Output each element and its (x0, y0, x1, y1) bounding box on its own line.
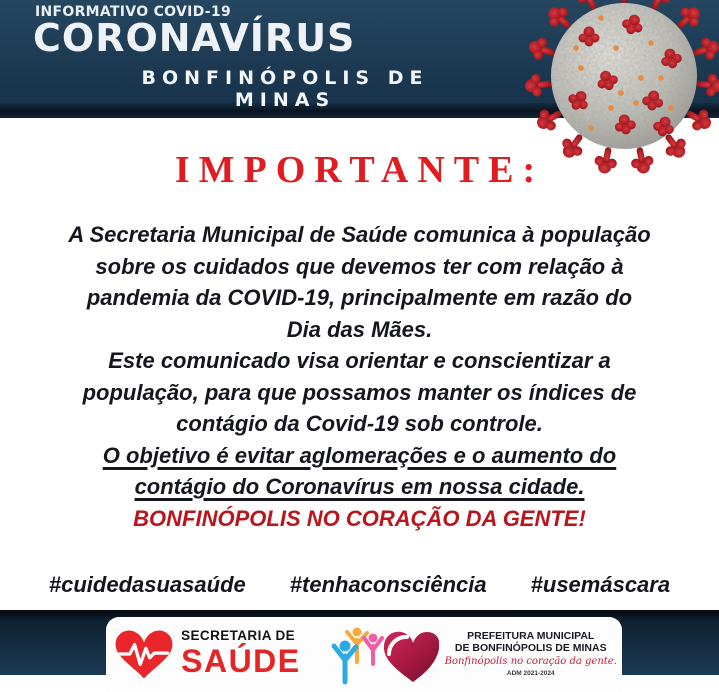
health-secretariat-line2: SAÚDE (181, 642, 301, 679)
people-figures-icon (334, 628, 382, 683)
banner-subtitle: BONFINÓPOLIS DE MINAS (141, 67, 429, 111)
footer-logos-card (106, 617, 622, 692)
banner-title: CORONAVÍRUS (33, 16, 356, 60)
slogan-highlight: BONFINÓPOLIS NO CORAÇÃO DA GENTE! (133, 505, 586, 531)
hashtag-cuide-da-sua-saude: #cuidedasuasaúde (48, 572, 246, 597)
paragraph-1-line: sobre os cuidados que devemos ter com relação à (95, 253, 624, 279)
city-hall-text (445, 630, 617, 677)
paragraph-3-line-underlined: contágio do Coronavírus em nossa cidade. (134, 474, 585, 499)
health-secretariat-line1: SECRETARIA DE (181, 628, 296, 643)
city-hall-logo (327, 624, 617, 686)
people-heart-logo-icon (327, 624, 439, 686)
paragraph-1-line: pandemia da COVID-19, principalmente em razão do (86, 285, 633, 310)
hashtag-tenha-consciencia: #tenhaconsciência (289, 572, 487, 597)
paragraph-2-line: Este comunicado visa orientar e conscientizar a (108, 348, 611, 373)
heart-ecg-icon (111, 624, 177, 684)
hashtag-use-mascara: #usemáscara (530, 572, 671, 597)
health-secretariat-logo (111, 624, 301, 684)
banner-kicker: INFORMATIVO COVID-19 (35, 4, 231, 20)
city-hall-term: ADM 2021-2024 (506, 669, 555, 677)
paragraph-1-line: A Secretaria Municipal de Saúde comunica à população (68, 222, 651, 247)
paragraph-3-line-underlined: O objetivo é evitar aglomerações e o aumento do (102, 442, 617, 468)
paragraph-2-line: população, para que possamos manter os índices de (82, 379, 637, 405)
paragraph-1-line: Dia das Mães. (286, 316, 433, 342)
city-hall-line2: DE BONFINÓPOLIS DE MINAS (454, 642, 607, 655)
important-heading: IMPORTANTE: (174, 149, 545, 191)
health-secretariat-text (181, 629, 301, 677)
paragraph-2-line: contágio da Covid-19 sob controle. (176, 411, 543, 436)
announcement-text (0, 219, 719, 534)
city-hall-line1: PREFEITURA MUNICIPAL (467, 630, 595, 642)
hashtag-row (0, 572, 719, 598)
city-hall-motto: Bonfinópolis no coração da gente. (444, 656, 617, 668)
heart-swoosh-icon (384, 632, 439, 682)
